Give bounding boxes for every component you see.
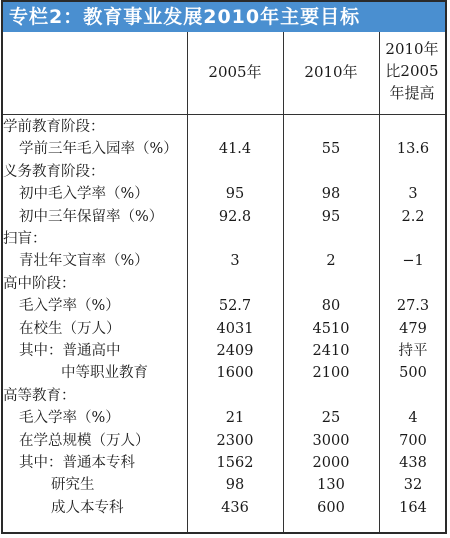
value-2005: 1562	[216, 455, 254, 471]
value-2005: 2409	[216, 343, 254, 359]
row-label: 学前三年毛入园率（%）	[19, 141, 178, 158]
value-2010: 55	[321, 141, 341, 158]
value-2005: 52.7	[218, 298, 252, 315]
value-2005: 1600	[216, 365, 254, 382]
value-increase: 500	[399, 365, 427, 382]
table-row	[3, 206, 445, 228]
header-rule	[3, 114, 445, 115]
goals-table-box	[1, 0, 447, 534]
table-row	[3, 138, 445, 160]
table-row	[3, 116, 445, 138]
table-row	[3, 273, 445, 295]
row-label: 初中毛入学率（%）	[19, 186, 149, 203]
table-row	[3, 318, 445, 340]
row-label: 成人本专科	[51, 499, 124, 516]
table-row	[3, 295, 445, 317]
value-increase: 164	[399, 499, 427, 516]
value-2010: 95	[321, 208, 341, 225]
table-row	[3, 407, 445, 429]
row-label: 其中：普通高中	[19, 343, 121, 359]
section-heading: 学前教育阶段：	[3, 119, 105, 135]
table-row	[3, 362, 445, 384]
value-increase: 持平	[398, 343, 428, 359]
table-row	[3, 452, 445, 474]
value-2010: 2000	[312, 455, 350, 471]
row-label: 毛入学率（%）	[19, 410, 120, 427]
value-increase: 13.6	[396, 141, 430, 158]
section-heading: 高中阶段：	[3, 275, 76, 292]
value-2005: 4031	[216, 320, 254, 337]
value-2010: 98	[321, 186, 341, 203]
value-2010: 3000	[312, 432, 350, 449]
value-2005: 2300	[216, 432, 254, 449]
value-2005: 98	[225, 477, 245, 494]
table-row	[3, 250, 445, 272]
section-heading: 扫盲：	[3, 231, 47, 247]
value-increase: 4	[408, 410, 418, 427]
row-label: 中等职业教育	[61, 365, 148, 382]
row-label: 其中：普通本专科	[19, 455, 135, 471]
value-increase: 27.3	[396, 298, 430, 315]
header-2005: 2005年	[208, 63, 262, 81]
value-increase: −1	[402, 253, 424, 270]
row-label: 在学总规模（万人）	[19, 432, 150, 449]
table-row	[3, 161, 445, 183]
header-2010: 2010年	[304, 63, 358, 81]
table-row	[3, 385, 445, 407]
value-2005: 21	[225, 410, 245, 427]
table-row	[3, 474, 445, 496]
value-2010: 25	[321, 410, 341, 427]
value-increase: 438	[399, 455, 427, 471]
table-row	[3, 228, 445, 250]
section-heading: 高等教育：	[3, 387, 76, 404]
table-row	[3, 340, 445, 362]
value-2005: 3	[230, 253, 240, 270]
value-increase: 3	[408, 186, 418, 203]
header-increase: 2010年比2005年提高	[385, 40, 439, 102]
value-2010: 2	[326, 253, 336, 270]
value-2005: 436	[221, 499, 249, 516]
row-label: 在校生（万人）	[19, 320, 121, 337]
value-2010: 2100	[312, 365, 350, 382]
row-label: 初中三年保留率（%）	[19, 208, 164, 225]
value-increase: 479	[399, 320, 427, 337]
table-row	[3, 430, 445, 452]
value-increase: 32	[403, 477, 423, 494]
value-increase: 2.2	[401, 208, 425, 225]
table-title: 专栏2：教育事业发展2010年主要目标	[3, 2, 445, 32]
value-2010: 4510	[312, 320, 350, 337]
value-2005: 92.8	[218, 208, 252, 225]
value-2005: 95	[225, 186, 245, 203]
value-2010: 2410	[312, 343, 350, 359]
value-2010: 80	[321, 298, 341, 315]
row-label: 青壮年文盲率（%）	[19, 253, 149, 270]
table-row	[3, 183, 445, 205]
value-2005: 41.4	[218, 141, 252, 158]
value-2010: 130	[317, 477, 345, 494]
section-heading: 义务教育阶段：	[3, 163, 105, 180]
table-row	[3, 497, 445, 519]
value-2010: 600	[317, 499, 345, 516]
row-label: 研究生	[51, 477, 95, 494]
value-increase: 700	[399, 432, 427, 449]
row-label: 毛入学率（%）	[19, 298, 120, 315]
